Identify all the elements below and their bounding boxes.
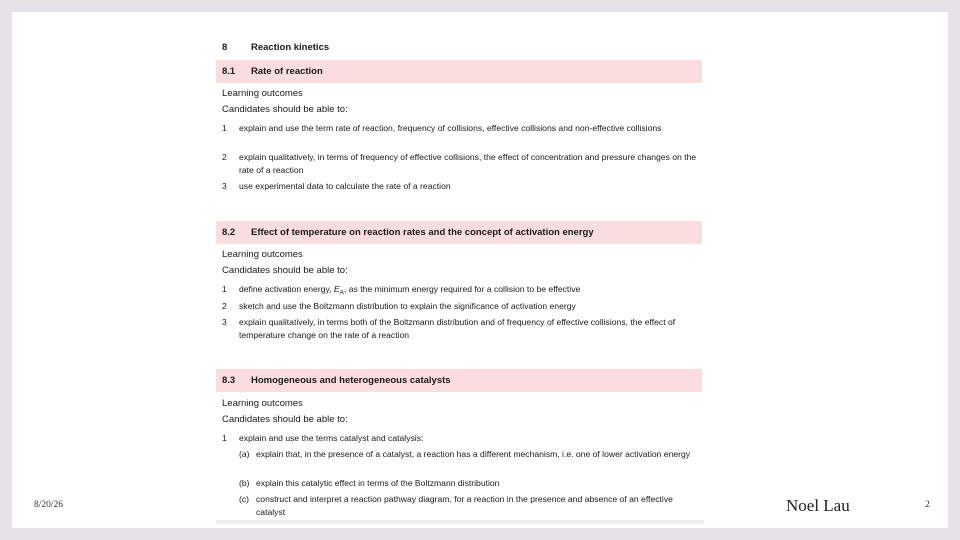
item-text — [239, 283, 698, 300]
item-text: explain qualitatively, in terms both of the Boltzmann distribution and of frequency of effective collisions, the effect of temperature change on the rate of a reaction — [239, 317, 676, 340]
section-number: 8.1 — [222, 66, 236, 77]
list-item — [222, 151, 698, 176]
item-text: explain qualitatively, in terms of frequency of effective collisions, the effect of concentration and pressure changes on the rate of a reaction — [239, 152, 697, 175]
footer-page-number: 2 — [925, 500, 930, 510]
item-number: 2 — [222, 301, 227, 311]
list-item — [222, 300, 698, 313]
list-item — [222, 122, 698, 135]
section-heading-8-1 — [216, 60, 702, 83]
item-text: explain and use the term rate of reaction, frequency of collisions, effective collisions and non-effective collisions — [239, 123, 662, 133]
learning-outcomes-subtitle: Candidates should be able to: — [222, 104, 348, 115]
sub-item-label: (a) — [239, 449, 250, 459]
item-number: 3 — [222, 181, 227, 191]
chapter-title: Reaction kinetics — [251, 42, 330, 53]
sub-item — [239, 493, 699, 518]
section-heading-8-3 — [216, 369, 702, 392]
item-text: sketch and use the Boltzmann distribution to explain the significance of activation energy — [239, 301, 576, 311]
sub-item — [239, 448, 699, 461]
item-text-after: , as the minimum energy required for a collision to be effective — [344, 284, 581, 294]
item-text-before: define activation energy, — [239, 284, 334, 294]
list-item — [222, 283, 698, 300]
learning-outcomes-title: Learning outcomes — [222, 398, 303, 409]
chapter-number: 8 — [222, 42, 228, 53]
sub-item-label: (c) — [239, 494, 250, 504]
list-item — [222, 180, 698, 193]
slide — [12, 12, 948, 528]
list-item — [222, 432, 698, 445]
sub-item-text: explain that, in the presence of a catalyst, a reaction has a different mechanism, i.e. one of lower activation energy — [256, 449, 691, 459]
footer-date: 8/20/26 — [34, 500, 64, 510]
section-title: Rate of reaction — [251, 66, 323, 77]
sub-item-label: (b) — [239, 478, 250, 488]
item-number: 1 — [222, 284, 227, 294]
learning-outcomes-subtitle: Candidates should be able to: — [222, 265, 348, 276]
section-number: 8.2 — [222, 227, 236, 238]
chapter-heading — [222, 42, 329, 53]
syllabus-document — [216, 24, 704, 524]
item-number: 2 — [222, 152, 227, 162]
list-item — [222, 316, 698, 341]
section-title: Effect of temperature on reaction rates and the concept of activation energy — [251, 227, 594, 238]
item-text: explain and use the terms catalyst and catalysis: — [239, 433, 424, 443]
item-text: use experimental data to calculate the rate of a reaction — [239, 181, 451, 191]
section-heading-8-2 — [216, 221, 702, 244]
learning-outcomes-title: Learning outcomes — [222, 249, 303, 260]
sub-item — [239, 477, 699, 490]
activation-energy-subscript: A — [339, 289, 344, 297]
footer-author: Noel Lau — [786, 496, 850, 515]
item-number: 3 — [222, 317, 227, 327]
activation-energy-symbol: E — [333, 284, 340, 294]
section-number: 8.3 — [222, 375, 236, 386]
sub-item-text: construct and interpret a reaction pathway diagram, for a reaction in the presence and absence of an effective catalyst — [256, 494, 673, 517]
sub-item-text: explain this catalytic effect in terms of the Boltzmann distribution — [256, 478, 500, 488]
section-title: Homogeneous and heterogeneous catalysts — [251, 375, 451, 386]
item-number: 1 — [222, 433, 227, 443]
learning-outcomes-subtitle: Candidates should be able to: — [222, 414, 348, 425]
document-bottom-edge — [216, 520, 704, 524]
learning-outcomes-title: Learning outcomes — [222, 88, 303, 99]
item-number: 1 — [222, 123, 227, 133]
